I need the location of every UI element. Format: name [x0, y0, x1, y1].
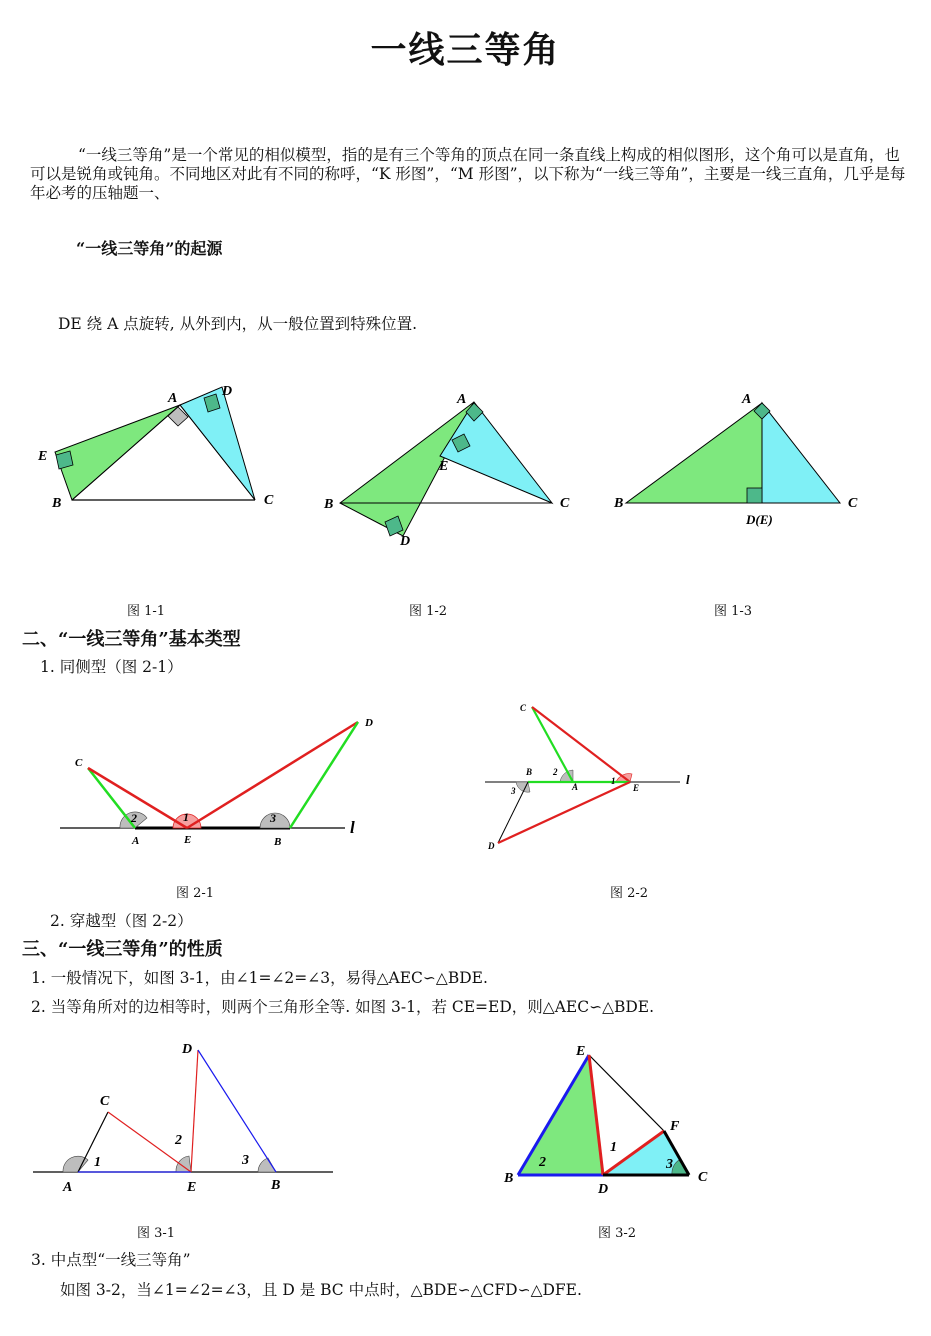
- fig2-2-label-c: C: [520, 703, 527, 713]
- fig2-2-label-b: B: [526, 767, 533, 777]
- type1-label: 1. 同侧型（图 2-1）: [40, 658, 183, 676]
- fig3-1-angle-2: 2: [175, 1133, 182, 1148]
- property-3-title: 3. 中点型“一线三等角”: [31, 1251, 191, 1269]
- fig2-1-label-e: E: [184, 834, 192, 846]
- property-2: 2. 当等角所对的边相等时，则两个三角形全等. 如图 3-1，若 CE=ED，则△AEC∽△BDE.: [31, 998, 655, 1016]
- section3-title: 三、“一线三等角”的性质: [22, 939, 223, 960]
- fig3-1-caption: 图 3-1: [137, 1226, 176, 1241]
- fig1-3-label-b: B: [614, 496, 624, 511]
- fig1-2-label-b: B: [324, 497, 334, 512]
- fig2-2-caption: 图 2-2: [610, 886, 649, 901]
- fig2-2-label-e: E: [633, 783, 640, 793]
- fig3-1-label-e: E: [187, 1180, 197, 1195]
- fig1-1-label-d: D: [222, 384, 233, 399]
- fig3-2-angle-2: 2: [539, 1155, 546, 1170]
- fig3-2-angle-1: 1: [610, 1140, 617, 1155]
- fig1-1-caption: 图 1-1: [127, 604, 166, 619]
- fig2-1-label-d: D: [365, 717, 373, 729]
- fig1-3-label-de: D(E): [746, 512, 773, 527]
- fig3-2-label-e: E: [576, 1044, 586, 1059]
- fig1-1-label-e: E: [38, 449, 48, 464]
- fig2-1-label-c: C: [75, 757, 83, 769]
- fig2-1-angle-1: 1: [183, 810, 189, 824]
- fig1-2-label-c: C: [560, 496, 570, 511]
- fig2-1-label-a: A: [132, 835, 140, 847]
- property-1: 1. 一般情况下，如图 3-1，由∠1=∠2=∠3，易得△AEC∽△BDE.: [31, 969, 488, 987]
- fig1-1-label-c: C: [264, 493, 274, 508]
- figure-3-2: [503, 1044, 708, 1197]
- fig2-2-label-d: D: [488, 841, 495, 851]
- figure-3-1: [33, 1042, 333, 1195]
- fig3-2-label-d: D: [598, 1182, 609, 1197]
- fig3-2-label-f: F: [670, 1119, 680, 1134]
- fig2-2-angle-2: 2: [553, 767, 558, 777]
- section1-title: “一线三等角”的起源: [76, 239, 223, 258]
- fig2-2-angle-1: 1: [611, 776, 616, 786]
- fig1-3-label-a: A: [742, 392, 752, 407]
- fig3-2-label-b: B: [504, 1171, 514, 1186]
- fig3-1-label-d: D: [182, 1042, 193, 1057]
- intro-paragraph: “一线三等角”是一个常见的相似模型，指的是有三个等角的顶点在同一条直线上构成的相似图形，这个角可以是直角，也可以是锐角或钝角。不同地区对此有不同的称呼，“K 形图”，“M 形图”，以下称为“一线三等角”，主要是一线三直角，几乎是每年必考的压轴题一、: [30, 146, 906, 202]
- fig2-2-label-l: l: [686, 772, 690, 787]
- fig1-2-caption: 图 1-2: [409, 604, 448, 619]
- fig3-2-caption: 图 3-2: [598, 1226, 637, 1241]
- property-3-text: 如图 3-2，当∠1=∠2=∠3，且 D 是 BC 中点时，△BDE∽△CFD∽△DFE.: [60, 1281, 582, 1299]
- fig1-3-caption: 图 1-3: [714, 604, 753, 619]
- section2-title: 二、“一线三等角”基本类型: [22, 629, 241, 650]
- fig2-1-label-b: B: [274, 836, 282, 848]
- fig2-2-angle-3: 3: [511, 786, 516, 796]
- fig1-1-label-b: B: [52, 496, 62, 511]
- type2-label: 2. 穿越型（图 2-2）: [50, 912, 193, 930]
- fig1-3-label-c: C: [848, 496, 858, 511]
- fig3-1-label-b: B: [271, 1178, 281, 1193]
- fig1-2-label-e: E: [439, 459, 449, 474]
- fig3-2-label-c: C: [698, 1170, 708, 1185]
- fig2-1-angle-2: 2: [131, 811, 137, 825]
- fig2-1-label-l: l: [350, 818, 355, 837]
- fig2-2-label-a: A: [572, 782, 579, 792]
- fig3-1-label-c: C: [100, 1094, 110, 1109]
- fig2-1-angle-3: 3: [270, 811, 276, 825]
- fig1-2-label-d: D: [400, 534, 411, 549]
- fig3-1-label-a: A: [63, 1180, 73, 1195]
- fig2-1-caption: 图 2-1: [176, 886, 215, 901]
- fig3-2-angle-3: 3: [666, 1157, 673, 1172]
- fig3-1-angle-3: 3: [242, 1153, 249, 1168]
- fig1-1-label-a: A: [168, 391, 178, 406]
- page-title: 一线三等角: [370, 30, 561, 71]
- rotation-note: DE 绕 A 点旋转, 从外到内，从一般位置到特殊位置.: [58, 315, 417, 333]
- fig1-2-label-a: A: [457, 392, 467, 407]
- fig3-1-angle-1: 1: [94, 1155, 101, 1170]
